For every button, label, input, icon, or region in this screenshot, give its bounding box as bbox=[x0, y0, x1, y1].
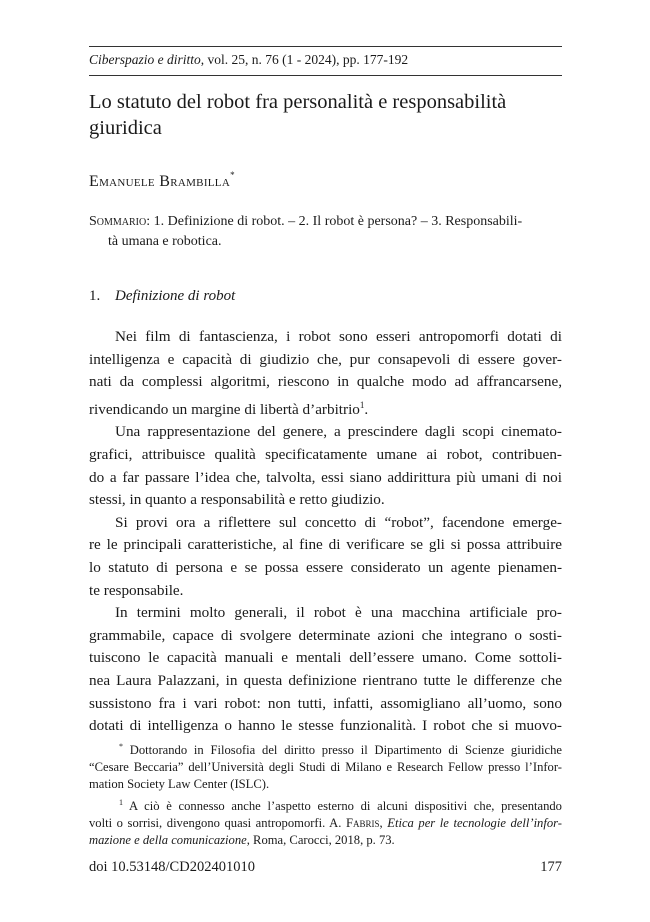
footnote-ref-1[interactable]: 1 bbox=[359, 399, 365, 410]
footnote-line bbox=[89, 738, 562, 759]
footnote-line: mation Society Law Center (ISLC). bbox=[89, 777, 270, 792]
header-rule-top bbox=[89, 46, 562, 47]
footnote-mark: * bbox=[119, 742, 123, 751]
footnote-line bbox=[89, 794, 562, 815]
text-line: lo statuto di persona e se possa essere considerato un agente pienamen- bbox=[89, 558, 562, 576]
footnote-text: A ciò è connesso anche l’aspetto esterno di alcuni dispositivi che, presentando bbox=[129, 798, 562, 813]
text-line: dotati di intelligenza o hanno le stesse funzionalità. I robot che si muovo- bbox=[89, 717, 562, 735]
text-line: te responsabile. bbox=[89, 581, 184, 599]
text-line: nea Laura Palazzani, in questa definizione rientrano tutte le differenze che bbox=[89, 671, 562, 689]
page-number: 177 bbox=[540, 859, 562, 875]
paragraph-4 bbox=[89, 602, 562, 738]
footnote-mark: 1 bbox=[119, 797, 123, 807]
journal-title: Ciberspazio e diritto bbox=[89, 52, 201, 67]
section-number: 1. bbox=[89, 288, 101, 304]
text-line: stessi, in quanto a responsabilità e retto giudizio. bbox=[89, 491, 385, 509]
cited-work-title: mazione e della comunicazione bbox=[89, 833, 247, 848]
footnote-line bbox=[89, 815, 562, 832]
footnote-line: “Cesare Beccaria” dell’Università degli Studi di Milano e Research Fellow presso l’Infor- bbox=[89, 760, 562, 775]
summary-label: Sommario: bbox=[89, 214, 151, 229]
text-line: sussistono fra i vari robot: non tutti, infatti, assomigliano all’uomo, sono bbox=[89, 694, 562, 712]
journal-details: , vol. 25, n. 76 (1 - 2024), pp. 177-192 bbox=[200, 52, 409, 67]
text-line: grammabile, capace di svolgere determinate azioni che integrano o sosti- bbox=[89, 626, 562, 644]
text-line: Nei film di fantascienza, i robot sono esseri antropomorfi dotati di bbox=[115, 328, 562, 345]
author-footnote-mark: * bbox=[230, 170, 235, 180]
footnote-text: , bbox=[379, 815, 388, 830]
summary-line-2: tà umana e robotica. bbox=[108, 234, 222, 249]
footnote-1 bbox=[89, 794, 562, 850]
header-rule-bottom bbox=[89, 75, 562, 76]
body-text bbox=[89, 326, 562, 738]
article-title: Lo statuto del robot fra personalità e responsabilità giuridica bbox=[89, 91, 507, 139]
cited-work-title: Etica per le tecnologie dell’infor- bbox=[387, 815, 562, 830]
footnote-line bbox=[89, 832, 562, 849]
footnote-text: volti o sorrisi, divengono quasi antropomorfi. A. bbox=[89, 815, 346, 830]
text-line: nati da complessi algoritmi, riescono in qualche modo ad affrancarsene, bbox=[89, 373, 562, 391]
text-line: re le principali caratteristiche, al fine di verificare se gli si possa attribuire bbox=[89, 536, 562, 554]
text-line: do a far passare l’idea che, talvolta, essi siano addirittura più umani di noi bbox=[89, 468, 562, 486]
section-heading bbox=[89, 288, 235, 305]
text-line bbox=[89, 394, 562, 422]
cited-author: Fabris bbox=[346, 815, 380, 830]
paragraph-1 bbox=[89, 326, 562, 421]
text-line: intelligenza e capacità di giudizio che, pur consapevoli di essere gover- bbox=[89, 350, 562, 368]
paragraph-3 bbox=[89, 512, 562, 602]
footnote-text: Dottorando in Filosofia del diritto presso il Dipartimento di Scienze giuridiche bbox=[129, 743, 562, 757]
text-line-content: rivendicando un margine di libertà d’arbitrio bbox=[89, 400, 360, 418]
text-line: In termini molto generali, il robot è una macchina artificiale pro- bbox=[115, 604, 562, 622]
text-line: Una rappresentazione del genere, a prescindere dagli scopi cinemato- bbox=[115, 423, 562, 441]
text-line: Si provi ora a riflettere sul concetto di “robot”, facendone emerge- bbox=[115, 513, 562, 531]
author-name-text: Emanuele Brambilla bbox=[89, 173, 231, 190]
summary bbox=[89, 212, 562, 252]
doi[interactable]: doi 10.53148/CD202401010 bbox=[89, 859, 255, 875]
footnote-author bbox=[89, 738, 562, 794]
paragraph-2 bbox=[89, 421, 562, 511]
author-name bbox=[89, 170, 235, 191]
running-head bbox=[89, 52, 408, 68]
footnote-text: , Roma, Carocci, 2018, p. 73. bbox=[246, 833, 395, 848]
text-line: grafici, attribuisce qualità specificatamente umane ai robot, contribuen- bbox=[89, 445, 562, 463]
text-line-end: . bbox=[364, 400, 369, 418]
section-title: Definizione di robot bbox=[115, 288, 236, 304]
footnotes bbox=[89, 738, 562, 849]
summary-line-1: 1. Definizione di robot. – 2. Il robot è persona? – 3. Responsabili- bbox=[150, 214, 523, 229]
text-line: tuiscono le capacità manuali e mentali dell’essere umano. Come sottoli- bbox=[89, 649, 562, 667]
